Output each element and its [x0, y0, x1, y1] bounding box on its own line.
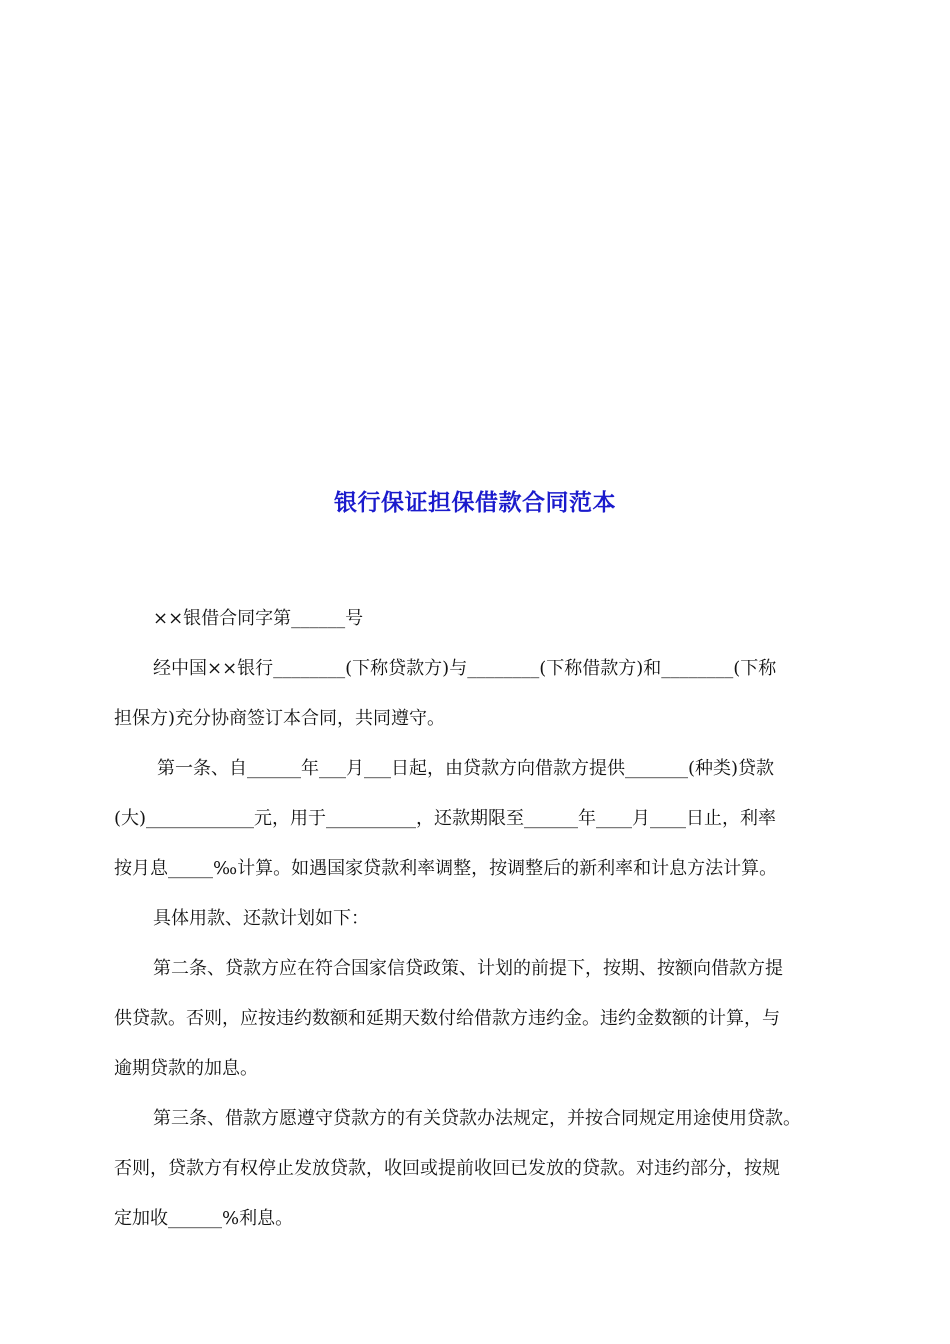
- document-title: 银行保证担保借款合同范本: [334, 489, 616, 516]
- parties-line-1: 经中国××银行________(下称贷款方)与________(下称借款方)和________(下称: [153, 658, 777, 679]
- article-3-line-1: 第三条、借款方愿遵守贷款方的有关贷款办法规定，并按合同规定用途使用贷款。: [153, 1108, 801, 1129]
- article-1-line-3: 按月息_____‰计算。如遇国家贷款利率调整，按调整后的新利率和计息方法计算。: [114, 858, 778, 879]
- parties-line-2: 担保方)充分协商签订本合同，共同遵守。: [114, 708, 446, 729]
- article-2-line-1: 第二条、贷款方应在符合国家信贷政策、计划的前提下，按期、按额向借款方提: [153, 958, 783, 979]
- article-2-line-3: 逾期贷款的加息。: [114, 1058, 258, 1079]
- article-2-line-2: 供贷款。否则，应按违约数额和延期天数付给借款方违约金。违约金数额的计算，与: [114, 1008, 780, 1029]
- article-1-line-1: 第一条、自______年___月___日起，由贷款方向借款方提供_______(种类)贷款: [157, 758, 775, 779]
- article-3-line-3: 定加收______%利息。: [114, 1208, 294, 1229]
- contract-number-line: ××银借合同字第______号: [153, 608, 364, 629]
- article-1-line-2: (大)____________元，用于__________，还款期限至______年____月____日止，利率: [114, 808, 777, 829]
- article-3-line-2: 否则，贷款方有权停止发放贷款，收回或提前收回已发放的贷款。对违约部分，按规: [114, 1158, 780, 1179]
- repayment-plan-line: 具体用款、还款计划如下：: [153, 908, 369, 929]
